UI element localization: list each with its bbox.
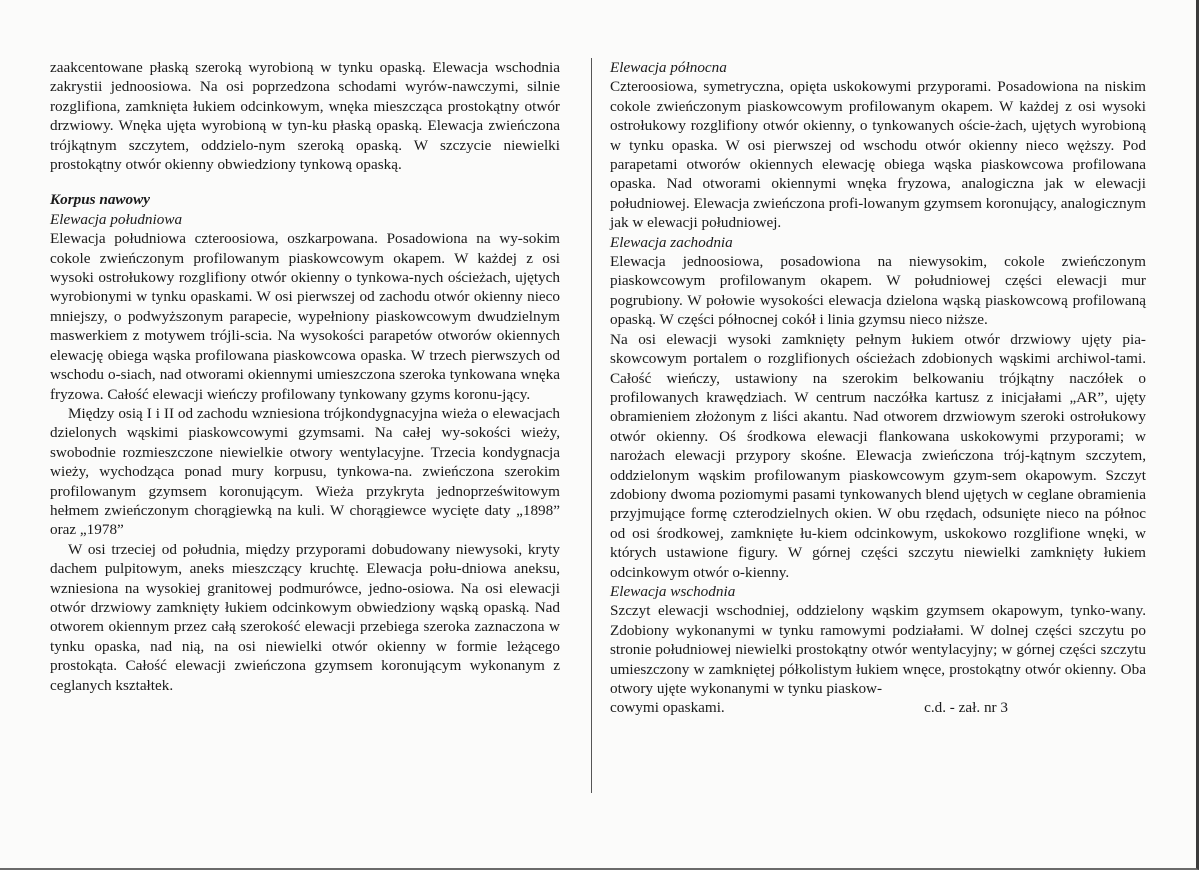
subheading-south-elevation: Elewacja południowa — [50, 210, 183, 228]
final-line — [610, 698, 1146, 717]
section-title-nave: Korpus nawowy — [50, 191, 151, 209]
left-column — [50, 58, 560, 695]
continuation-reference: c.d. - zał. nr 3 — [924, 699, 1008, 717]
paragraph-east-elevation: Szczyt elewacji wschodniej, oddzielony wąskim gzymsem okapowym, tynko-wany. Zdobiony wykonanymi w tynku ramowymi podziałami. W dolnej części szczytu po stronie południowej niewielki prostokątny otwór wentylacyjny; w górnej części szczytu umieszczony w zamkniętej półkolistym łukiem wnęce, prostokątny otwór okienny. Oba otwory ujęte wykonanymi w tynku piaskow- — [610, 602, 1146, 697]
paragraph-tower: Między osią I i II od zachodu wzniesiona trójkondygnacyjna wieża o elewacjach dzielonych wąskimi piaskowcowymi gzymsami. Na całej wy-sokości wieży, swobodnie rozmieszczone niewielkie otwory wentylacyjne. Trzecia kondygnacja wieży, wychodząca ponad mury korpusu, tynkowa-na. zwieńczona szerokim profilowanym gzymsem koronującym. Wieża przykryta jednoprześwitowym hełmem zwieńczonym chorągiewką na kuli. W chorągiewce wycięte daty „1898” oraz „1978” — [50, 404, 560, 539]
paragraph-sacristy-east: zaakcentowane płaską szeroką wyrobioną w tynku opaską. Elewacja wschodnia zakrystii jednoosiowa. Na osi poprzedzona schodami wyrów-nawczymi, silnie rozglifiona, zamknięta łukiem odcinkowym, wnęka mieszcząca prostokątny otwór drzwiowy. Wnęka ujęta wyrobioną w tyn-ku płaską opaską. Elewacja zwieńczona trójkątnym szczytem, oddzielo-nym szeroką opaską. W szczycie niewielki prostokątny otwór okienny obwiedziony tynkową opaską. — [50, 59, 560, 174]
paragraph-east-elevation-end: cowymi opaskami. — [610, 699, 725, 717]
paragraph-west-elevation-1: Elewacja jednoosiowa, posadowiona na niewysokim, cokole zwieńczonym piaskowcowym profilowanym okapem. W południowej części elewacji mur pogrubiony. W połowie wysokości elewacja dzielona wąską piaskowcową profilowaną opaską. W części północnej cokół i linia gzymsu nieco niższe. — [610, 253, 1146, 329]
subheading-east-elevation: Elewacja wschodnia — [610, 582, 736, 600]
paragraph-annex: W osi trzeciej od południa, między przyporami dobudowany niewysoki, kryty dachem pulpitowym, aneks mieszczący kruchtę. Elewacja połu-dniowa aneksu, wzniesiona na wysokiej granitowej podmurówce, jedno-osiowa. Na osi elewacji otwór drzwiowy zamknięty łukiem odcinkowym obwiedziony wąską opaską. Nad otworem okiennym przez całą szerokość elewacji przebiega szeroka zaznaczona w tynku opaska, nad nią, na osi niewielki otwór okienny w formie leżącego prostokąta. Całość elewacji zwieńczona gzymsem koronującym wykonanym z ceglanych kształtek. — [50, 540, 560, 694]
paragraph-south-elevation: Elewacja południowa czteroosiowa, oszkarpowana. Posadowiona na wy-sokim cokole zwieńczonym profilowanym piaskowcowym okapem. W każdej z osi wysoki ostrołukowy rozglifiony otwór okienny o tynkowa-nych ościeżach, ujętych wyrobionymi w tynku opaskami. W osi pierwszej od zachodu otwór okienny nieco mniejszy, o podwyższonym parapecie, wypełniony piaskowcowym dwudzielnym maswerkiem z motywem trójli-scia. Na wysokości parapetów otworów okiennych elewację obiega wąska profilowana piaskowcowa opaska. W trzech pierwszych od wschodu o-siach, nad otworami okiennymi umieszczona szeroka tynkowana wnęka fryzowa. Całość elewacji wieńczy profilowany tynkowany gzyms koronu-jący. — [50, 230, 560, 403]
subheading-north-elevation: Elewacja północna — [610, 59, 727, 76]
paragraph-west-elevation-2: Na osi elewacji wysoki zamknięty pełnym łukiem otwór drzwiowy ujęty pia-skowcowym portalem o rozglifionych ościeżach zdobionych wąskimi archiwol-tami. Całość wieńczy, ustawiony na szerokim belkowaniu trójkątny naczółek o profilowanych krawędziach. W centrum naczółka kartusz z inicjałami „AR”, ujęty obramieniem złożonym z liści akantu. Nad otworem drzwiowym szeroki ostrołukowy otwór okienny. Oś środkowa elewacji flankowana uskokowymi przyporami; w narożach elewacji przypory skośne. Elewacja zwieńczona trój-kątnym szczytem, oddzielonym wąskim profilowanym piaskowcowym gzym-sem okapowym. Szczyt zdobiony dwoma poziomymi pasami tynkowanych blend ujętych w ceglane obramienia przyjmujące formę czterodzielnych okien. W obu rzędach, odsunięte nieco na północ od osi środkowej, zamknięte łu-kiem odcinkowym, uskokowo rozglifione wnęki, w których ustawione figury. W górnej części szczytu niewielki zamknięty łukiem odcinkowym otwór o-kienny. — [610, 330, 1146, 581]
right-column — [610, 58, 1146, 718]
column-divider — [591, 58, 592, 793]
subheading-west-elevation: Elewacja zachodnia — [610, 233, 733, 251]
paragraph-north-elevation: Czteroosiowa, symetryczna, opięta uskokowymi przyporami. Posadowiona na niskim cokole zwieńczonym piaskowcowym profilowanym okapem. W każdej z osi wysoki ostrołukowy rozglifiony otwór okienny, o tynkowanych oście-żach, ujętych wyrobioną w tynku opaska. W osi pierwszej od wschodu otwór okienny nieco węższy. Pod parapetami otworów okiennych elewację obiega wąska piaskowcowa profilowana opaska. Nad otworami okiennymi wnęka fryzowa, analogiczna jak w elewacji południowej. Elewacja zwieńczona profi-lowanym gzymsem koronujący, analogicznym jak w elewacji południowej. — [610, 78, 1146, 232]
